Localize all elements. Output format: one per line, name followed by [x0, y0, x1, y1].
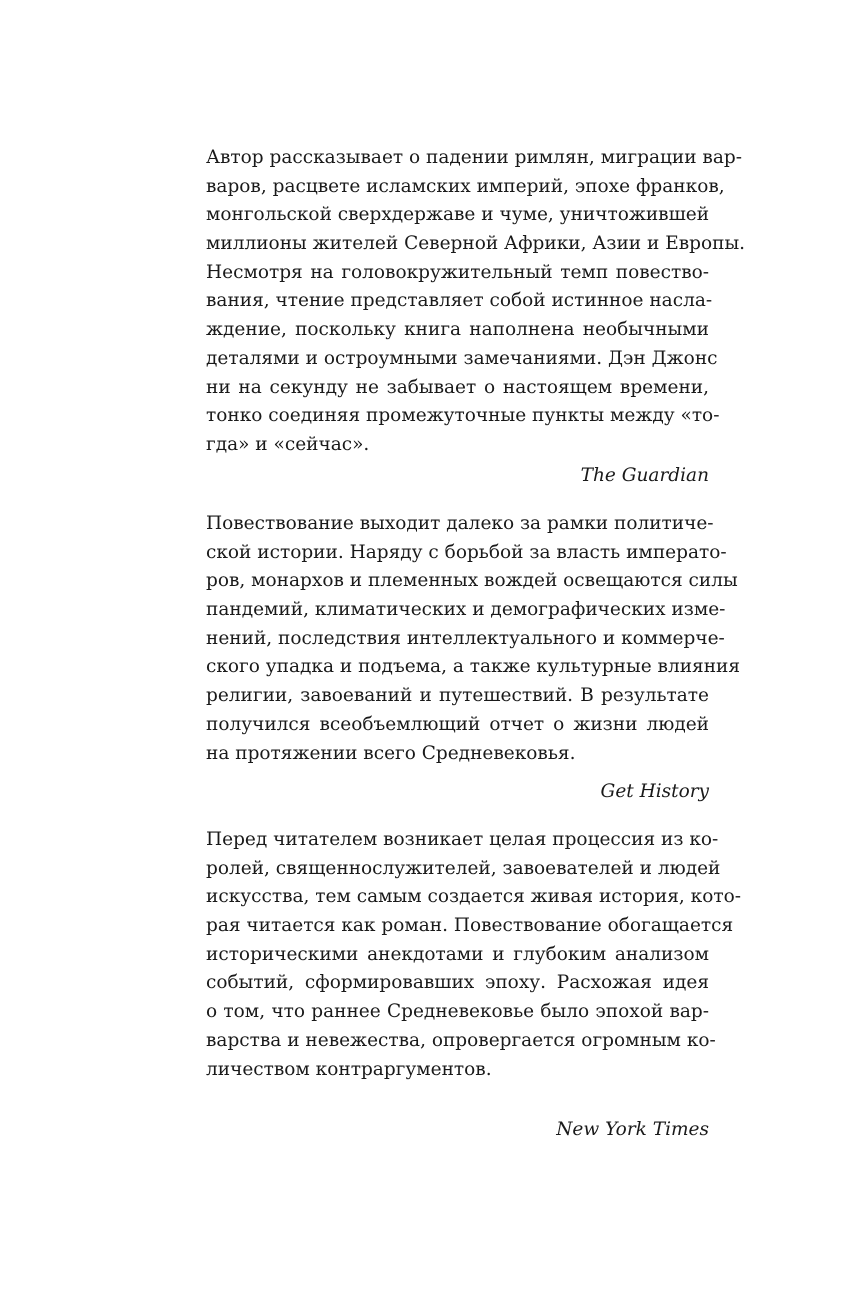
- review-line: получился всеобъемлющий отчет о жизни людей: [206, 713, 709, 735]
- review-line: Автор рассказывает о падении римлян, миграции вар-: [206, 147, 742, 168]
- review-line: ской истории. Наряду с борьбой за власть императо-: [206, 541, 727, 563]
- review-source-guardian: The Guardian: [580, 465, 709, 486]
- review-line: деталями и остроумными замечаниями. Дэн Джонс: [206, 347, 718, 369]
- review-line: ждение, поскольку книга наполнена необычными: [206, 319, 709, 341]
- review-line: вания, чтение представляет собой истинное насла-: [206, 290, 713, 312]
- review-source-nyt: New York Times: [556, 1119, 709, 1140]
- review-line: миллионы жителей Северной Африки, Азии и Европы.: [206, 233, 746, 255]
- review-line: событий, сформировавших эпоху. Расхожая идея: [206, 972, 709, 994]
- review-line: ролей, священнослужителей, завоевателей и людей: [206, 857, 721, 879]
- review-line: варов, расцвете исламских империй, эпохе франков,: [206, 175, 725, 197]
- review-line: монгольской сверхдержаве и чуме, уничтожившей: [206, 204, 710, 226]
- review-line: пандемий, климатических и демографических изме-: [206, 599, 726, 621]
- review-line: религии, завоеваний и путешествий. В результате: [206, 685, 709, 707]
- review-line: о том, что раннее Средневековье было эпохой вар-: [206, 1001, 709, 1023]
- review-line: тонко соединяя промежуточные пункты между «то-: [206, 405, 720, 427]
- review-text-nyt: [206, 826, 741, 1084]
- review-line: историческими анекдотами и глубоким анализом: [206, 943, 709, 965]
- review-line: ского упадка и подъема, а также культурные влияния: [206, 656, 741, 678]
- review-line: гда» и «сейчас».: [206, 433, 370, 455]
- review-line: Несмотря на головокружительный темп повество-: [206, 261, 709, 283]
- review-line: Повествование выходит далеко за рамки политиче-: [206, 513, 714, 534]
- review-source-get-history: Get History: [600, 781, 709, 802]
- review-text-get-history: [206, 510, 741, 768]
- review-line: искусства, тем самым создается живая история, кото-: [206, 886, 741, 908]
- review-line: варства и невежества, опровергается огромным ко-: [206, 1029, 716, 1051]
- review-line: нений, последствия интеллектуального и коммерче-: [206, 627, 725, 649]
- review-text-guardian: [206, 144, 746, 460]
- review-line: ров, монархов и племенных вождей освещаются силы: [206, 570, 738, 592]
- review-line: личеством контраргументов.: [206, 1058, 492, 1080]
- review-line: на протяжении всего Средневековья.: [206, 742, 576, 764]
- review-line: ни на секунду не забывает о настоящем времени,: [206, 376, 709, 398]
- review-line: Перед читателем возникает целая процессия из ко-: [206, 829, 719, 850]
- review-line: рая читается как роман. Повествование обогащается: [206, 915, 734, 937]
